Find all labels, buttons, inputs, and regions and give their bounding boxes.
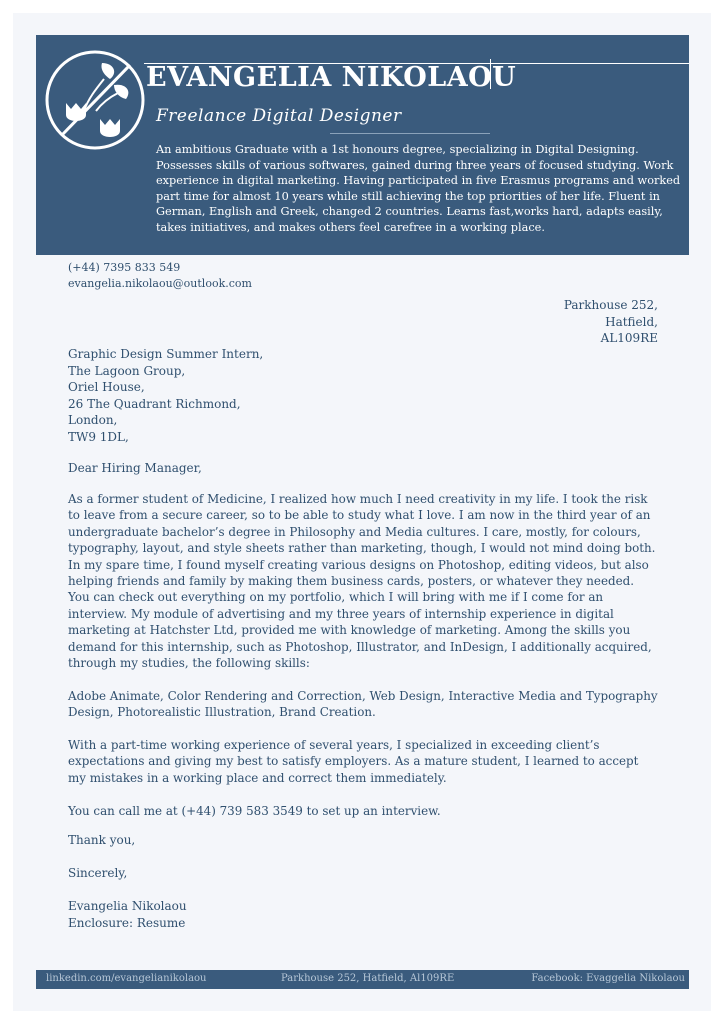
recipient-line: 26 The Quadrant Richmond, (68, 396, 241, 411)
signoff-block (68, 832, 187, 931)
thanks-line: Thank you, (68, 833, 136, 847)
profile-summary: An ambitious Graduate with a 1st honours degree, specializing in Digital Designing. Possesses skills of various softwares, gained during three years of focused studying. Work experience in digital marketing. Having participated in five Erasmus programs and worked part time for almost 10 years while still achieving the top priorities of her life. Fluent in German, English and Greek, changed 2 countries. Learns fast,works hard, adapts easily, takes initiatives, and makes others feel carefree in a working place. (156, 143, 681, 234)
closing-line: Sincerely, (68, 866, 128, 880)
applicant-title: Freelance Digital Designer (156, 106, 402, 126)
footer-address: Parkhouse 252, Hatfield, Al109RE (281, 973, 455, 984)
sender-address-line: Hatfield, (605, 314, 658, 329)
contact-phone: (+44) 7395 833 549 (68, 261, 181, 274)
signature-name: Evangelia Nikolaou (68, 899, 187, 913)
recipient-line: The Lagoon Group, (68, 363, 186, 378)
body-paragraph: With a part-time working experience of several years, I specialized in exceeding client’s expectations and giving my best to satisfy employers. As a mature student, I learned to accept my mistakes in a working place and correct them immediately. (68, 738, 639, 785)
subtitle-divider (330, 133, 490, 134)
footer-linkedin[interactable]: linkedin.com/evangelianikolaou (46, 973, 207, 984)
footer-facebook[interactable]: Facebook: Evaggelia Nikolaou (531, 973, 685, 984)
sender-address-line: AL109RE (600, 331, 658, 345)
tulip-logo-icon (44, 49, 146, 151)
sender-address-line: Parkhouse 252, (563, 298, 658, 312)
applicant-name: EVANGELIA NIKOLAOU (146, 62, 517, 93)
recipient-line: London, (68, 413, 118, 427)
enclosure-line: Enclosure: Resume (68, 915, 186, 930)
sender-address (564, 297, 658, 347)
letter-body (68, 491, 658, 835)
body-paragraph: You can call me at (+44) 739 583 3549 to set up an interview. (68, 803, 441, 818)
recipient-line: Oriel House, (68, 380, 145, 394)
recipient-line: Graphic Design Summer Intern, (68, 347, 264, 361)
contact-block (68, 260, 252, 291)
recipient-address (68, 346, 263, 445)
body-paragraph: Adobe Animate, Color Rendering and Correction, Web Design, Interactive Media and Typography Design, Photorealistic Illustration, Brand Creation. (68, 688, 658, 720)
recipient-line: TW9 1DL, (68, 429, 129, 444)
body-paragraph: As a former student of Medicine, I realized how much I need creativity in my life. I took the risk to leave from a secure career, so to be able to study what I love. I am now in the third year of an undergraduate bachelor’s degree in Philosophy and Media cultures. I care, mostly, for colours, typography, layout, and style sheets rather than marketing, though, I would not mind doing both. In my spare time, I found myself creating various designs on Photoshop, editing videos, but also helping friends and family by making them business cards, posters, or whatever they needed. You can check out everything on my portfolio, which I will bring with me if I come for an interview. My module of advertising and my three years of internship experience in digital marketing at Hatchster Ltd, provided me with knowledge of marketing. Among the skills you demand for this internship, such as Photoshop, Illustrator, and InDesign, I additionally acquired, through my studies, the following skills: (68, 492, 656, 671)
footer-bar (36, 970, 689, 989)
salutation: Dear Hiring Manager, (68, 461, 202, 475)
contact-email: evangelia.nikolaou@outlook.com (68, 276, 252, 290)
